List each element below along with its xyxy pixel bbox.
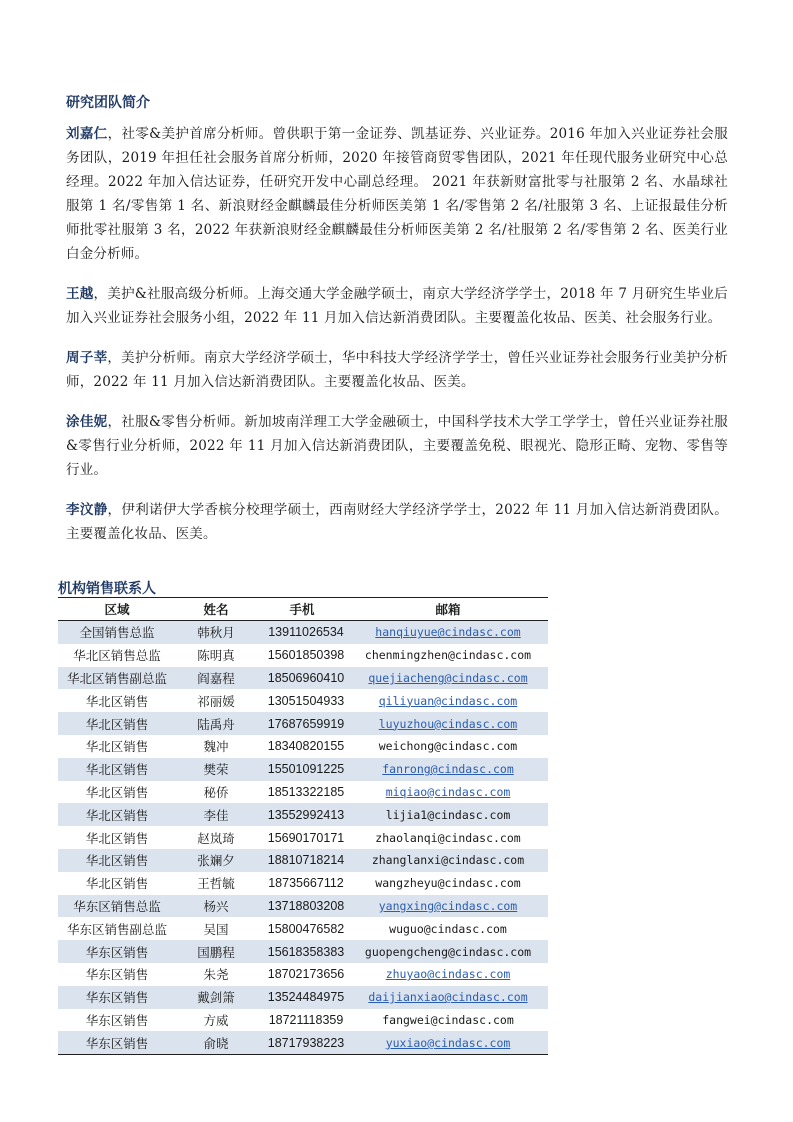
cell-email [348,621,548,644]
bio-name: 周子莘 [66,350,108,366]
cell-phone: 13911026534 [256,621,348,644]
cell-name: 朱尧 [203,967,229,983]
bio-paragraph [66,498,728,546]
cell-email [348,986,548,1009]
cell-email [348,667,548,690]
table-row [58,895,548,918]
bio-paragraph [66,282,728,330]
table-row [58,1031,548,1054]
cell-phone: 18506960410 [256,667,348,690]
cell-name: 方威 [203,1012,229,1028]
table-row [58,781,548,804]
cell-email [348,758,548,781]
email-link[interactable]: yangxing@cindasc.com [378,898,518,913]
cell-name: 祁丽媛 [197,693,235,709]
cell-name: 魏冲 [203,739,229,755]
cell-email [348,1009,548,1032]
cell-email [348,803,548,826]
cell-region: 华东区销售 [58,940,176,963]
cell-region: 华东区销售 [85,967,149,983]
table-row [58,735,548,758]
cell-email [348,917,548,940]
cell-name: 韩秋月 [176,621,256,644]
cell-phone: 18717938223 [256,1031,348,1054]
cell-email [348,735,548,758]
cell-region: 华北区销售 [58,803,176,826]
bio-text: ，美护分析师。南京大学经济学硕士，华中科技大学经济学学士，曾任兴业证券社会服务行业美护分析师，2022 年 11 月加入信达新消费团队。主要覆盖化妆品、医美。 [66,350,728,390]
cell-phone: 15618358383 [256,940,348,963]
email-link[interactable]: fanrong@cindasc.com [382,762,514,777]
email-link[interactable]: qiliyuan@cindasc.com [378,693,518,708]
table-row [58,940,548,963]
cell-region: 华东区销售 [85,1012,149,1028]
email-text: chenmingzhen@cindasc.com [364,648,532,663]
table-row [58,667,548,690]
cell-phone: 18513322185 [267,784,345,799]
table-row [58,621,548,644]
email-link[interactable]: daijianxiao@cindasc.com [368,990,528,1005]
cell-name: 国鹏程 [176,940,256,963]
bio-text: ，伊利诺伊大学香槟分校理学硕士，西南财经大学经济学学士，2022 年 11 月加入信达新消费团队。主要覆盖化妆品、医美。 [66,502,728,542]
cell-phone: 18340820155 [267,739,345,754]
table-header-row [58,598,548,621]
cell-phone: 18721118359 [268,1012,344,1027]
table-row [58,644,548,667]
bio-text: ，社服&零售分析师。新加坡南洋理工大学金融硕士，中国科学技术大学工学学士，曾任兴业证券社服&零售行业分析师，2022 年 11 月加入信达新消费团队，主要覆盖免税、眼视光、隐形正畸、宠物、零售等行业。 [66,414,728,478]
email-text: weichong@cindasc.com [378,739,518,754]
cell-name: 戴剑箫 [176,986,256,1009]
cell-email [348,689,548,712]
email-text: wuguo@cindasc.com [389,921,507,936]
email-text: guopengcheng@cindasc.com [364,944,532,959]
cell-email [348,826,548,849]
cell-region: 华东区销售 [58,1031,176,1054]
cell-email [348,872,548,895]
cell-region: 华北区销售 [85,784,149,800]
bio-text: ，美护&社服高级分析师。上海交通大学金融学硕士，南京大学经济学学士，2018 年 7 月研究生毕业后加入兴业证券社会服务小组，2022 年 11 月加入信达新消费团队。主要覆盖化妆品、医美、社会服务行业。 [66,286,728,326]
cell-phone: 15800476582 [267,921,345,936]
cell-region: 华东区销售副总监 [66,921,167,937]
cell-phone: 15601850398 [267,648,345,663]
contacts-table-body [58,621,548,1055]
cell-name: 赵岚琦 [197,830,235,846]
cell-name: 吴国 [203,921,229,937]
cell-region: 华东区销售总监 [58,895,176,918]
cell-region: 华北区销售 [85,693,149,709]
table-row [58,826,548,849]
cell-region: 华东区销售 [58,986,176,1009]
cell-region: 华北区销售 [58,712,176,735]
email-link[interactable]: miqiao@cindasc.com [385,784,511,799]
table-row [58,1009,548,1032]
email-link[interactable]: quejiacheng@cindasc.com [368,670,528,685]
email-text: zhanglanxi@cindasc.com [371,853,525,868]
cell-region: 华北区销售副总监 [58,667,176,690]
cell-region: 华北区销售 [85,739,149,755]
bio-paragraph [66,122,728,266]
cell-phone: 13552992413 [256,803,348,826]
header-name: 姓名 [176,598,256,621]
cell-region: 全国销售总监 [58,621,176,644]
cell-region: 华北区销售总监 [73,648,161,664]
cell-name: 杨兴 [176,895,256,918]
table-row [58,758,548,781]
table-row [58,917,548,940]
cell-email [348,849,548,872]
bio-paragraph [66,346,728,394]
cell-email [348,781,548,804]
cell-name: 陈明真 [197,648,235,664]
bio-name: 王越 [66,286,94,302]
cell-email [348,895,548,918]
cell-email [348,712,548,735]
cell-name: 李佳 [176,803,256,826]
table-row [58,689,548,712]
email-link[interactable]: yuxiao@cindasc.com [385,1035,511,1050]
email-text: lijia1@cindasc.com [385,807,511,822]
cell-phone: 15690170171 [267,830,345,845]
cell-region: 华北区销售 [58,849,176,872]
cell-region: 华北区销售 [85,830,149,846]
cell-phone: 17687659919 [256,712,348,735]
header-region: 区域 [58,598,176,621]
team-bios [66,122,728,562]
cell-name: 俞晓 [176,1031,256,1054]
cell-name: 阎嘉程 [176,667,256,690]
bio-name: 刘嘉仁 [66,126,108,142]
bio-name: 涂佳妮 [66,414,108,430]
table-row [58,986,548,1009]
email-link[interactable]: luyuzhou@cindasc.com [378,716,518,731]
cell-phone: 15501091225 [256,758,348,781]
cell-email [348,644,548,667]
email-text: wangzheyu@cindasc.com [375,876,521,891]
cell-name: 张斓夕 [176,849,256,872]
cell-phone: 13524484975 [256,986,348,1009]
cell-email [348,1031,548,1054]
email-link[interactable]: hanqiuyue@cindasc.com [375,625,521,640]
cell-region: 华北区销售 [58,758,176,781]
table-row [58,963,548,986]
email-text: zhaolanqi@cindasc.com [375,830,521,845]
cell-email [348,940,548,963]
team-section-title: 研究团队简介 [66,95,150,111]
table-row [58,803,548,826]
cell-name: 秘侨 [203,784,229,800]
cell-phone: 18810718214 [256,849,348,872]
header-phone: 手机 [256,598,348,621]
header-email: 邮箱 [348,598,548,621]
bio-paragraph [66,410,728,482]
cell-phone: 18735667112 [268,876,344,891]
cell-name: 王哲毓 [197,876,235,892]
table-row [58,849,548,872]
contacts-section-title: 机构销售联系人 [58,581,156,597]
cell-name: 樊荣 [176,758,256,781]
table-row [58,872,548,895]
cell-phone: 13718803208 [256,895,348,918]
bio-text: ，社零&美护首席分析师。曾供职于第一金证券、凯基证券、兴业证券。2016 年加入兴业证券社会服务团队，2019 年担任社会服务首席分析师，2020 年接管商贸零售团队，2021 年任现代服务业研究中心总经理。2022 年加入信达证券，任研究开发中心副总经理。 2021 年获新财富批零与社服第 2 名、水晶球社服第 1 名/零售第 1 名、新浪财经金麒麟最佳分析师医美第 1 名/零售第 2 名/社服第 3 名、上证报最佳分析师批零社服第 3 名，2022 年获新浪财经金麒麟最佳分析师医美第 2 名/社服第 2 名/零售第 2 名、医美行业白金分析师。 [66,126,728,262]
cell-phone: 18702173656 [267,967,345,982]
cell-phone: 13051504933 [267,693,345,708]
cell-email [348,963,548,986]
sales-contacts-table [58,597,548,1055]
table-row [58,712,548,735]
bio-name: 李汶静 [66,502,108,518]
email-link[interactable]: zhuyao@cindasc.com [385,967,511,982]
cell-region: 华北区销售 [85,876,149,892]
cell-name: 陆禹舟 [176,712,256,735]
email-text: fangwei@cindasc.com [382,1012,514,1027]
